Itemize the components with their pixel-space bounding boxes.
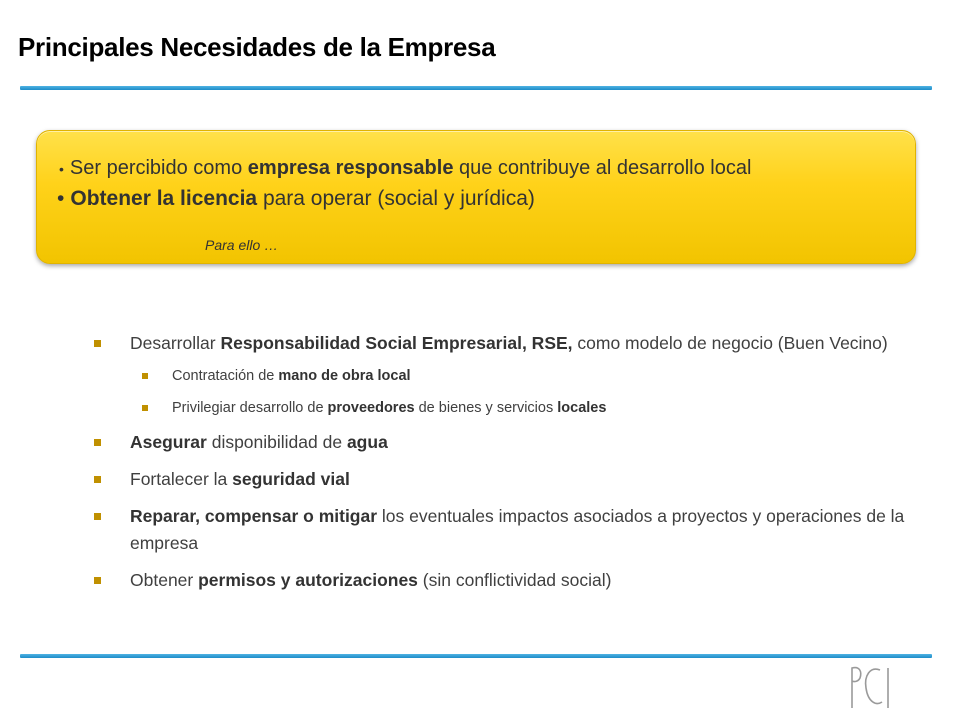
list-item-rse: Desarrollar Responsabilidad Social Empresarial, RSE, como modelo de negocio (Buen Vecino)	[90, 330, 920, 357]
page-title: Principales Necesidades de la Empresa	[18, 32, 496, 62]
square-bullet-icon	[94, 439, 101, 446]
list-item-agua: Asegurar disponibilidad de agua	[90, 429, 920, 456]
square-bullet-icon	[94, 513, 101, 520]
list-item-seguridad-vial: Fortalecer la seguridad vial	[90, 466, 920, 493]
square-bullet-icon	[142, 405, 148, 411]
bottom-divider	[20, 654, 932, 658]
list-item-permisos: Obtener permisos y autorizaciones (sin conflictividad social)	[90, 567, 920, 594]
needs-list	[90, 330, 920, 594]
bullet-icon: •	[57, 187, 65, 210]
sub-item-proveedores: Privilegiar desarrollo de proveedores de bienes y servicios locales	[90, 397, 920, 419]
bullet-icon: •	[59, 161, 64, 177]
square-bullet-icon	[94, 476, 101, 483]
banner-line-2: • Obtener la licencia para operar (social y jurídica)	[57, 187, 535, 210]
square-bullet-icon	[94, 340, 101, 347]
highlight-banner	[36, 130, 916, 264]
sub-item-mano-de-obra: Contratación de mano de obra local	[90, 365, 920, 387]
banner-line-1: • Ser percibido como empresa responsable que contribuye al desarrollo local	[59, 157, 752, 179]
list-item-reparar: Reparar, compensar o mitigar los eventuales impactos asociados a proyectos y operaciones de la empresa	[90, 503, 920, 557]
pci-logo-icon	[846, 662, 894, 712]
para-ello-label: Para ello …	[205, 237, 279, 253]
square-bullet-icon	[142, 373, 148, 379]
square-bullet-icon	[94, 577, 101, 584]
top-divider	[20, 86, 932, 90]
